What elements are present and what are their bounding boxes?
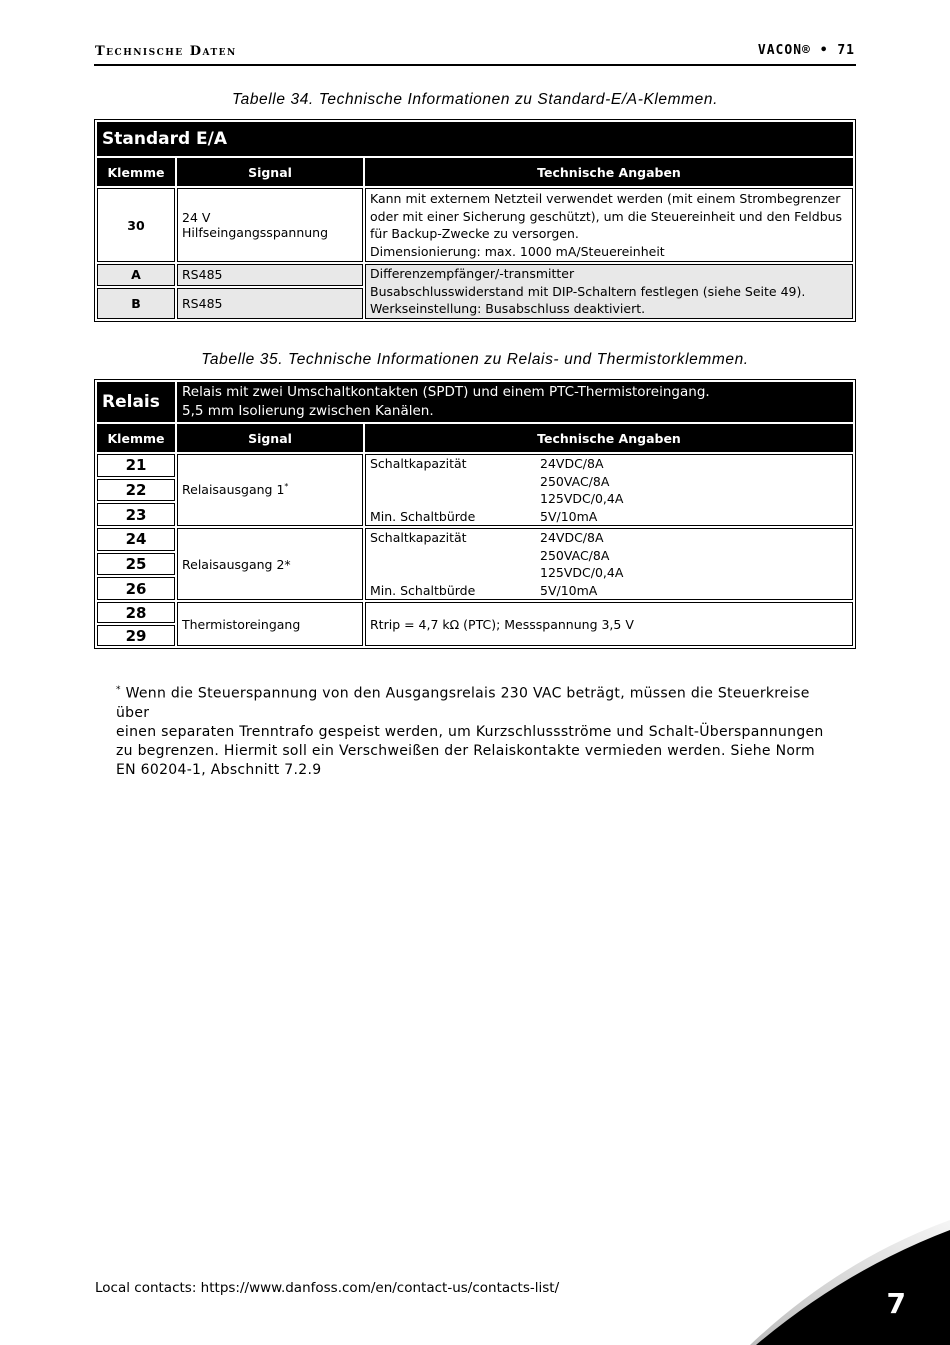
signal-a: RS485 — [177, 264, 363, 286]
table34-col-angaben: Technische Angaben — [365, 158, 853, 186]
table35-col-angaben: Technische Angaben — [365, 424, 853, 452]
footnote-mark: * — [116, 685, 121, 695]
klemme-22: 22 — [97, 479, 175, 502]
relay1-min-label: Min. Schaltbürde — [370, 508, 476, 524]
relay1-cap-label: Schaltkapazität — [370, 456, 467, 471]
angaben-30-line: oder mit einer Sicherung geschützt), um die Steuereinheit und den Feldbus — [370, 208, 843, 224]
chapter-corner-tab — [750, 1220, 950, 1345]
relay2-cap3: 125VDC/0,4A — [540, 565, 624, 580]
relay2-cap2: 250VAC/8A — [540, 547, 610, 563]
relay2-cap-label: Schaltkapazität — [370, 530, 467, 545]
angaben-thermistor: Rtrip = 4,7 kΩ (PTC); Messspannung 3,5 V — [365, 602, 853, 646]
relay1-cap3: 125VDC/0,4A — [540, 491, 624, 506]
table34-col-klemme: Klemme — [97, 158, 175, 186]
table35-desc-line: Relais mit zwei Umschaltkontakten (SPDT) und einem PTC-Thermistoreingang. — [182, 384, 710, 400]
table-row — [97, 264, 853, 286]
angaben-relay1 — [365, 454, 853, 526]
header-section-title: Technische Daten — [95, 44, 237, 59]
table35-col-klemme: Klemme — [97, 424, 175, 452]
header-rule — [94, 64, 856, 66]
table35 — [94, 379, 856, 649]
table35-desc-line: 5,5 mm Isolierung zwischen Kanälen. — [182, 403, 434, 419]
signal-30: 24 V Hilfseingangsspannung — [177, 188, 363, 262]
angaben-rs485-line: Busabschlusswiderstand mit DIP-Schaltern festlegen (siehe Seite 49). — [370, 283, 806, 299]
klemme-30: 30 — [97, 188, 175, 262]
signal-b: RS485 — [177, 288, 363, 319]
angaben-rs485-line: Differenzempfänger/-transmitter — [370, 266, 575, 281]
footer-contacts: Local contacts: https://www.danfoss.com/en/contact-us/contacts-list/ — [95, 1280, 560, 1296]
angaben-30 — [365, 188, 853, 262]
signal-relay1-footnote-mark: * — [284, 482, 289, 492]
klemme-25: 25 — [97, 553, 175, 576]
klemme-21: 21 — [97, 454, 175, 477]
table34 — [94, 119, 856, 322]
angaben-30-line: für Backup-Zwecke zu versorgen. — [370, 226, 579, 241]
footnote-line: Wenn die Steuerspannung von den Ausgangsrelais 230 VAC beträgt, müssen die Steuerkreise über — [116, 685, 810, 721]
footnote-line: EN 60204-1, Abschnitt 7.2.9 — [116, 761, 322, 778]
signal-relay2: Relaisausgang 2* — [177, 528, 363, 600]
klemme-28: 28 — [97, 602, 175, 623]
relay2-cap1: 24VDC/8A — [540, 530, 604, 545]
klemme-b: B — [97, 288, 175, 319]
angaben-relay2 — [365, 528, 853, 600]
table34-title: Standard E/A — [97, 122, 853, 156]
footnote-line: zu begrenzen. Hiermit soll ein Verschweißen der Relaiskontakte vermieden werden. Siehe Norm — [116, 742, 815, 759]
angaben-rs485-line: Werkseinstellung: Busabschluss deaktiviert. — [370, 301, 646, 316]
table35-description — [177, 382, 853, 422]
signal-relay1-label: Relaisausgang 1 — [182, 482, 285, 498]
klemme-26: 26 — [97, 577, 175, 600]
angaben-30-line: Dimensionierung: max. 1000 mA/Steuereinheit — [370, 243, 665, 259]
table-row — [97, 188, 853, 262]
klemme-23: 23 — [97, 503, 175, 526]
footnote — [116, 681, 836, 780]
table35-col-signal: Signal — [177, 424, 363, 452]
relay2-min-val: 5V/10mA — [540, 582, 598, 598]
relay2-min-label: Min. Schaltbürde — [370, 582, 476, 598]
signal-thermistor: Thermistoreingang — [177, 602, 363, 646]
table35-title: Relais — [97, 382, 175, 422]
chapter-number: 7 — [886, 1287, 906, 1320]
relay1-min-val: 5V/10mA — [540, 508, 598, 524]
footnote-line: einen separaten Trenntrafo gespeist werden, um Kurzschlussströme und Schalt-Überspannungen — [116, 723, 824, 740]
angaben-30-line: Kann mit externem Netzteil verwendet werden (mit einem Strombegrenzer — [370, 191, 841, 206]
table34-caption: Tabelle 34. Technische Informationen zu Standard-E/A-Klemmen. — [231, 91, 719, 108]
table34-col-signal: Signal — [177, 158, 363, 186]
header-brand-page: VACON® • 71 — [757, 43, 855, 58]
klemme-a: A — [97, 264, 175, 286]
klemme-29: 29 — [97, 625, 175, 646]
relay1-cap2: 250VAC/8A — [540, 473, 610, 489]
table35-caption: Tabelle 35. Technische Informationen zu Relais- und Thermistorklemmen. — [201, 351, 749, 368]
table-row — [97, 454, 853, 477]
table-row — [97, 528, 853, 551]
relay1-cap1: 24VDC/8A — [540, 456, 604, 471]
klemme-24: 24 — [97, 528, 175, 551]
angaben-rs485 — [365, 264, 853, 319]
signal-relay1 — [177, 454, 363, 526]
table-row — [97, 602, 853, 623]
